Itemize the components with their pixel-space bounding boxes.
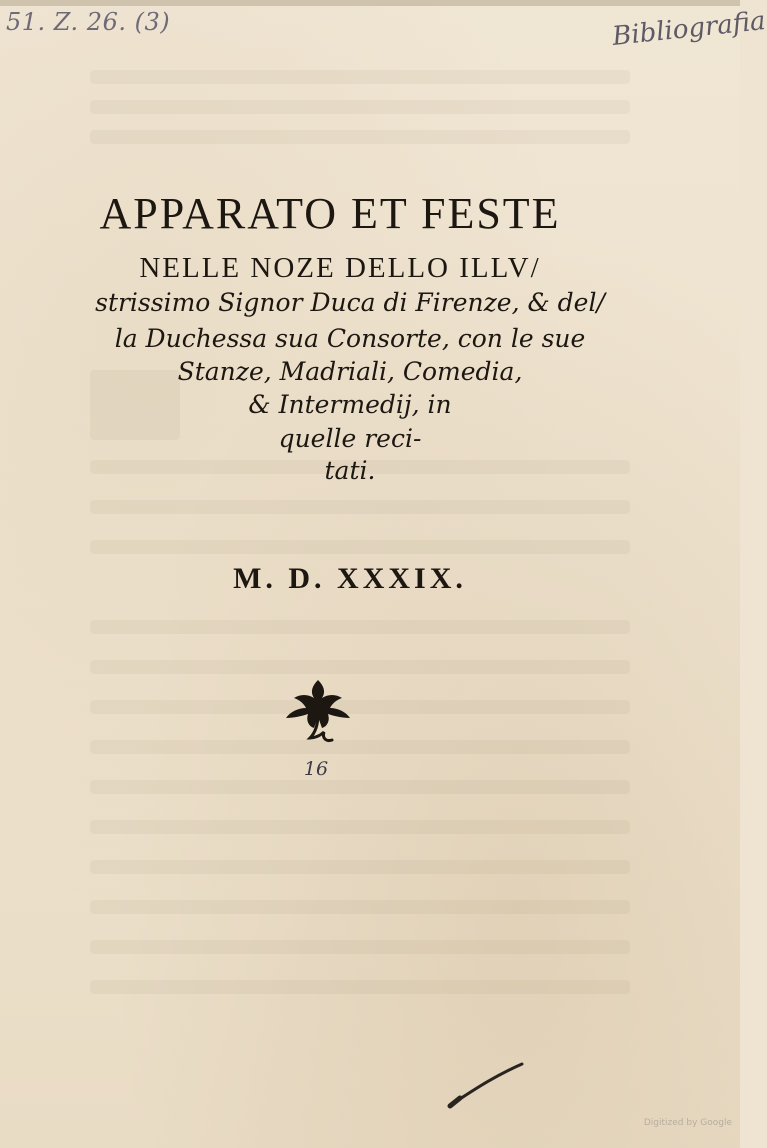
digitization-watermark: Digitized by Google [643, 1118, 732, 1128]
subtitle-line-1: NELLE NOZE DELLO ILLV/ [139, 252, 541, 284]
subtitle-line-6: quelle reci- [278, 424, 422, 453]
pencil-stroke-mark [448, 1058, 528, 1110]
subtitle-line-3: la Duchessa sua Consorte, con le sue [114, 324, 586, 353]
subtitle-line-5: & Intermedij, in [248, 390, 452, 419]
publication-date: M. D. XXXIX. [233, 562, 467, 595]
subtitle-line-2: strissimo Signor Duca di Firenze, & del/ [95, 288, 605, 317]
handwritten-page-mark: 16 [303, 758, 329, 780]
subtitle-line-4: Stanze, Madriali, Comedia, [177, 357, 523, 386]
subtitle-line-7: tati. [324, 456, 376, 485]
handwritten-shelfmark: 51. Z. 26. (3) [6, 8, 171, 36]
book-title: APPARATO ET FESTE [99, 189, 561, 238]
leaf-fleuron-icon [280, 672, 356, 748]
handwritten-signature: Bibliografia [610, 6, 767, 52]
